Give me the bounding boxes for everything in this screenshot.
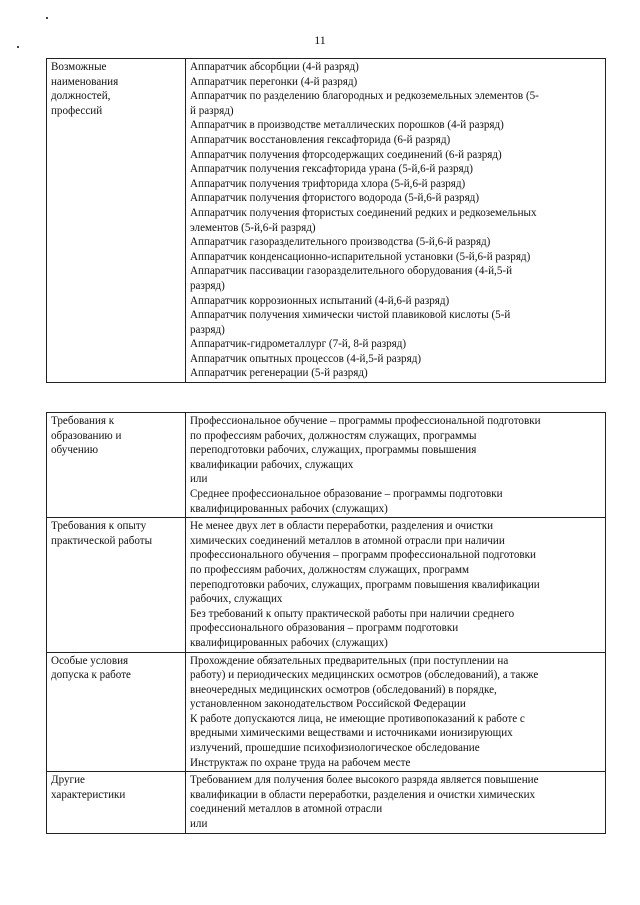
content-line: по профессиям рабочих, должностям служащих, программ: [190, 563, 469, 576]
content-line: квалифицированных рабочих (служащих): [190, 502, 388, 515]
content-line: разряд): [190, 323, 225, 336]
content-line: квалифицированных рабочих (служащих): [190, 636, 388, 649]
table-row: [47, 413, 606, 518]
content-line: рабочих, служащих: [190, 593, 283, 606]
content-line: элементов (5-й,6-й разряд): [190, 221, 316, 234]
row-label-cell: [47, 59, 186, 383]
content-line: Аппаратчик в производстве металлических порошков (4-й разряд): [190, 119, 504, 132]
requirements-table: [46, 412, 606, 834]
row-label-line: практической работы: [51, 534, 153, 547]
row-label-line: Возможные: [51, 61, 107, 73]
content-line: Аппаратчик абсорбции (4-й разряд): [190, 61, 359, 73]
content-line: квалификации рабочих, служащих: [190, 458, 354, 471]
content-line: квалификации в области переработки, разделения и очистки химических: [190, 788, 536, 801]
row-content-cell: [186, 772, 606, 833]
content-line: Аппаратчик коррозионных испытаний (4-й,6-й разряд): [190, 294, 450, 307]
content-line: переподготовки рабочих, служащих, программ повышения квалификации: [190, 578, 540, 591]
row-content-cell: [186, 59, 606, 383]
row-content-cell: [186, 518, 606, 652]
content-line: Аппаратчик получения фтористых соединений редких и редкоземельных: [190, 206, 537, 219]
table-row: [47, 518, 606, 652]
content-line: Аппаратчик пассивации газоразделительного оборудования (4-й,5-й: [190, 265, 513, 278]
content-line: Аппаратчик перегонки (4-й разряд): [190, 75, 358, 88]
content-line: Аппаратчик восстановления гексафторида (6-й разряд): [190, 133, 451, 146]
row-label-line: Требования к: [51, 415, 115, 427]
content-line: Аппаратчик получения химически чистой плавиковой кислоты (5-й: [190, 309, 511, 322]
table-row: [47, 772, 606, 833]
table-row: [47, 652, 606, 772]
content-line: работу) и периодических медицинских осмотров (обследований), а также: [190, 669, 539, 682]
row-label-cell: [47, 772, 186, 833]
row-label-cell: [47, 413, 186, 518]
row-content-cell: [186, 652, 606, 772]
content-line: внеочередных медицинских осмотров (обследований) в порядке,: [190, 683, 497, 696]
content-line: Аппаратчик регенерации (5-й разряд): [190, 367, 368, 380]
content-line: Аппаратчик получения фторсодержащих соединений (6-й разряд): [190, 148, 502, 161]
content-line: или: [190, 818, 208, 831]
table-row: [47, 59, 606, 383]
page-number: 11: [314, 33, 326, 47]
row-label-cell: [47, 652, 186, 772]
content-line: Аппаратчик опытных процессов (4-й,5-й разряд): [190, 352, 422, 365]
content-line: вредными химическими веществами и источниками ионизирующих: [190, 727, 513, 740]
content-line: разряд): [190, 279, 225, 292]
row-label-line: Другие: [51, 774, 85, 787]
content-line: Аппаратчик конденсационно-испарительной установки (5-й,6-й разряд): [190, 250, 531, 263]
content-line: или: [190, 473, 208, 486]
content-line: Аппаратчик получения фтористого водорода (5-й,6-й разряд): [190, 192, 480, 205]
row-content-cell: [186, 413, 606, 518]
content-line: Аппаратчик получения гексафторида урана (5-й,6-й разряд): [190, 163, 473, 176]
row-label-line: допуска к работе: [51, 669, 131, 682]
row-label-line: обучению: [51, 444, 98, 457]
row-label-line: характеристики: [51, 788, 126, 801]
scan-speck: [46, 17, 48, 19]
content-line: Аппаратчик получения трифторида хлора (5-й,6-й разряд): [190, 177, 466, 190]
content-line: излучений, прошедшие психофизиологическое обследование: [190, 742, 480, 755]
content-line: Требованием для получения более высокого разряда является повышение: [190, 774, 539, 787]
row-label-line: должностей,: [51, 90, 111, 103]
content-line: Профессиональное обучение – программы профессиональной подготовки: [190, 415, 541, 427]
content-line: соединений металлов в атомной отрасли: [190, 803, 383, 816]
content-line: Аппаратчик по разделению благородных и редкоземельных элементов (5-: [190, 90, 539, 103]
row-label-line: Требования к опыту: [51, 520, 147, 533]
content-line: по профессиям рабочих, должностям служащих, программы: [190, 429, 477, 442]
row-label-line: наименования: [51, 75, 119, 88]
content-line: установленном законодательством Российской Федерации: [190, 698, 466, 711]
row-label-cell: [47, 518, 186, 652]
content-line: Инструктаж по охране труда на рабочем месте: [190, 756, 411, 769]
content-line: Прохождение обязательных предварительных (при поступлении на: [190, 654, 509, 667]
content-line: переподготовки рабочих, служащих, программы повышения: [190, 444, 477, 457]
content-line: Аппаратчик газоразделительного производства (5-й,6-й разряд): [190, 236, 491, 249]
content-line: профессионального образования – программ подготовки: [190, 622, 459, 635]
content-line: Среднее профессиональное образование – программы подготовки: [190, 487, 503, 500]
content-line: К работе допускаются лица, не имеющие противопоказаний к работе с: [190, 712, 525, 725]
content-line: химических соединений металлов в атомной отрасли при наличии: [190, 534, 505, 547]
content-line: Без требований к опыту практической работы при наличии среднего: [190, 607, 515, 620]
row-label-line: образованию и: [51, 429, 122, 442]
content-line: Аппаратчик-гидрометаллург (7-й, 8-й разряд): [190, 338, 407, 351]
content-line: Не менее двух лет в области переработки, разделения и очистки: [190, 520, 494, 533]
content-line: й разряд): [190, 104, 234, 117]
row-label-line: Особые условия: [51, 654, 129, 667]
positions-table: [46, 58, 606, 383]
row-label-line: профессий: [51, 104, 103, 117]
content-line: профессионального обучения – программ профессиональной подготовки: [190, 549, 536, 562]
